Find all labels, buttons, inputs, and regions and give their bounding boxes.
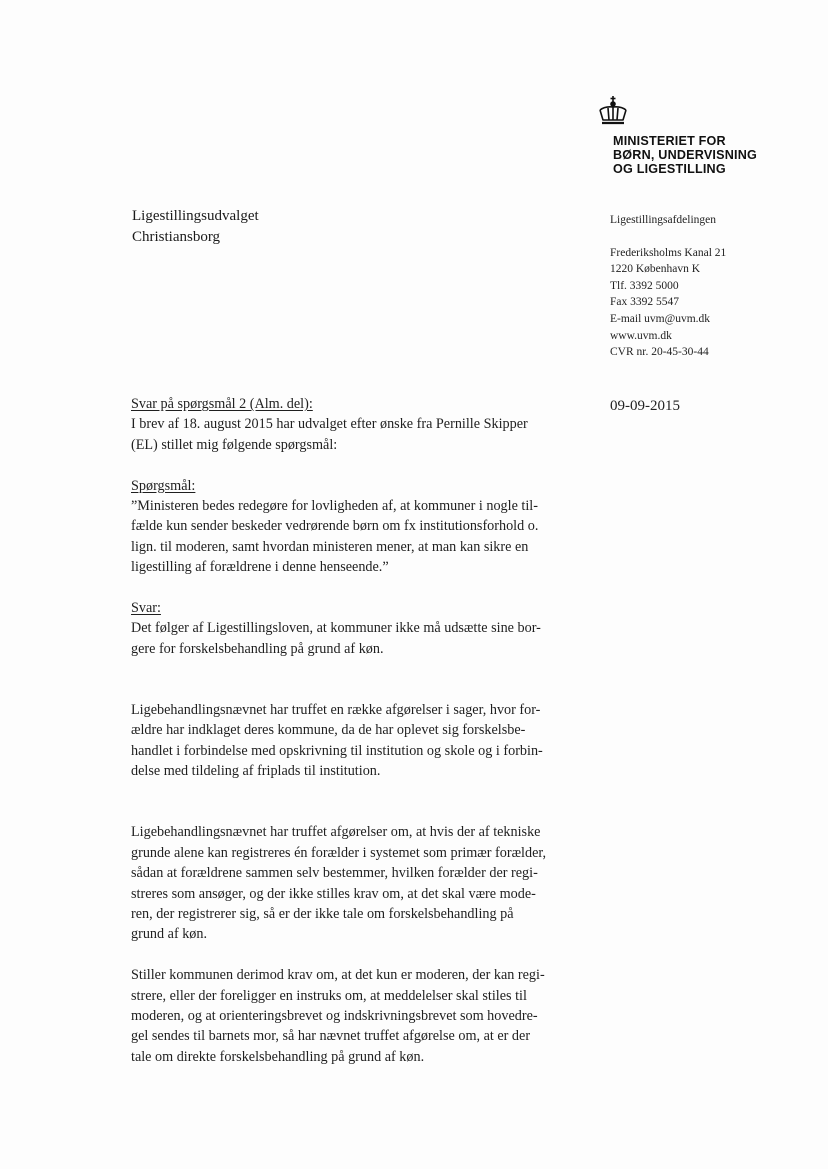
answer-line: delse med tildeling af friplads til institution. — [131, 763, 381, 780]
answer-line: Stiller kommunen derimod krav om, at det kun er moderen, der kan regi- — [131, 967, 545, 984]
sender-info — [610, 212, 726, 361]
recipient-line-2: Christiansborg — [132, 229, 221, 245]
crown-logo-icon — [597, 95, 629, 125]
sender-address-line: Frederiksholms Kanal 21 — [610, 246, 727, 259]
intro-line: I brev af 18. august 2015 har udvalget efter ønske fra Pernille Skipper — [131, 416, 528, 433]
ministry-name-line-3: OG LIGESTILLING — [613, 162, 726, 176]
question-line: ligestilling af forældrene i denne henseende.” — [131, 559, 389, 576]
answer-line: Ligebehandlingsnævnet har truffet en række afgørelser i sager, hvor for- — [131, 702, 541, 719]
answer-line: handlet i forbindelse med opskrivning til institution og skole og i forbin- — [131, 742, 543, 759]
ministry-name-line-2: BØRN, UNDERVISNING — [613, 148, 758, 162]
answer-line: gel sendes til barnets mor, så har nævnet truffet afgørelse om, at er der — [131, 1028, 531, 1045]
letter-body — [131, 394, 571, 1067]
answer-line: ren, der registrerer sig, så er der ikke tale om forskelsbehandling på — [131, 906, 514, 923]
ministry-name-line-1: MINISTERIET FOR — [613, 134, 726, 148]
recipient-address — [132, 206, 259, 248]
answer-line: gere for forskelsbehandling på grund af køn. — [131, 640, 384, 657]
sender-fax: Fax 3392 5547 — [610, 296, 679, 309]
answer-line: ældre har indklaget deres kommune, da de har oplevet sig forskelsbe- — [131, 722, 526, 739]
question-line: lign. til moderen, samt hvordan ministeren mener, at man kan sikre en — [131, 538, 529, 555]
answer-heading: Svar: — [131, 600, 161, 617]
question-heading: Spørgsmål: — [131, 477, 196, 494]
sender-address-line: 1220 København K — [610, 263, 701, 276]
answer-line: strere, eller der foreligger en instruks om, at meddelelser skal stiles til — [131, 987, 527, 1004]
intro-line: (EL) stillet mig følgende spørgsmål: — [131, 436, 338, 453]
sender-cvr: CVR nr. 20-45-30-44 — [610, 346, 709, 359]
answer-line: Ligebehandlingsnævnet har truffet afgørelser om, at hvis der af tekniske — [131, 824, 541, 841]
ministry-name — [613, 134, 757, 176]
sender-website: www.uvm.dk — [610, 329, 672, 342]
answer-line: sådan at forældrene sammen selv bestemmer, hvilken forælder der regi- — [131, 865, 538, 882]
letter-date: 09-09-2015 — [610, 398, 680, 414]
question-line: fælde kun sender beskeder vedrørende børn om fx institutionsforhold o. — [131, 518, 539, 535]
answer-line: grund af køn. — [131, 926, 208, 943]
letter-subject: Svar på spørgsmål 2 (Alm. del): — [131, 396, 313, 412]
recipient-line-1: Ligestillingsudvalget — [132, 208, 259, 224]
sender-department: Ligestillingsafdelingen — [610, 214, 717, 226]
sender-email: E-mail uvm@uvm.dk — [610, 312, 711, 325]
question-line: ”Ministeren bedes redegøre for lovligheden af, at kommuner i nogle til- — [131, 498, 538, 515]
answer-line: grunde alene kan registreres én forælder i systemet som primær forælder, — [131, 844, 547, 861]
answer-line: streres som ansøger, og der ikke stilles krav om, at det skal være mode- — [131, 885, 536, 902]
answer-line: moderen, og at orienteringsbrevet og indskrivningsbrevet som hovedre- — [131, 1008, 538, 1025]
answer-line: Det følger af Ligestillingsloven, at kommuner ikke må udsætte sine bor- — [131, 620, 541, 637]
answer-line: tale om direkte forskelsbehandling på grund af køn. — [131, 1048, 425, 1065]
sender-phone: Tlf. 3392 5000 — [610, 279, 679, 292]
